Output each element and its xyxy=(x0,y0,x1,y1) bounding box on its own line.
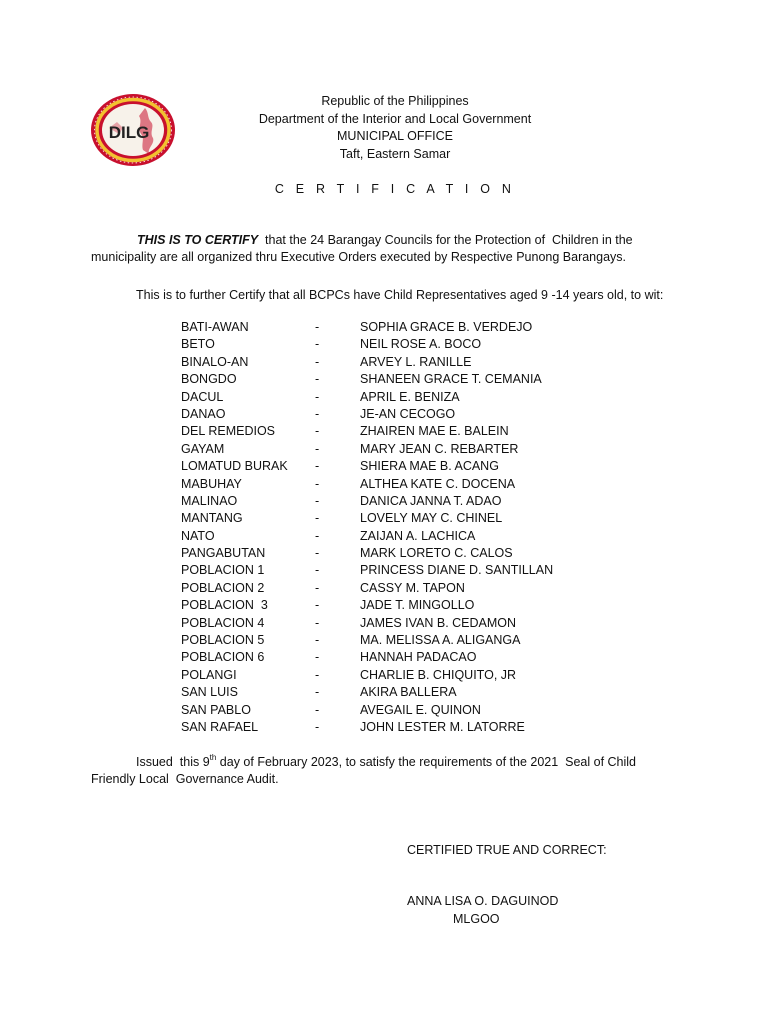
representative-row xyxy=(181,719,581,736)
representative-name: JOHN LESTER M. LATORRE xyxy=(360,719,525,734)
row-dash: - xyxy=(315,528,320,543)
row-dash: - xyxy=(315,580,320,595)
issued-superscript: th xyxy=(209,753,217,762)
certification-paragraph xyxy=(91,232,651,266)
barangay-name: LOMATUD BURAK xyxy=(181,459,288,474)
barangay-name: DACUL xyxy=(181,389,224,404)
row-dash: - xyxy=(315,389,320,404)
barangay-name: GAYAM xyxy=(181,441,225,456)
representative-name: NEIL ROSE A. BOCO xyxy=(360,337,482,352)
barangay-name: POBLACION 6 xyxy=(181,650,265,665)
barangay-name: BONGDO xyxy=(181,372,237,387)
row-dash: - xyxy=(315,354,320,369)
row-dash: - xyxy=(315,650,320,665)
representative-name: AKIRA BALLERA xyxy=(360,685,457,700)
representative-row xyxy=(181,545,581,562)
barangay-name: MABUHAY xyxy=(181,476,242,491)
certified-true-label: CERTIFIED TRUE AND CORRECT: xyxy=(407,843,607,857)
further-certify-paragraph: This is to further Certify that all BCPCs have Child Representatives aged 9 -14 years old, to wit: xyxy=(136,288,664,302)
representative-row xyxy=(181,615,581,632)
barangay-name: SAN PABLO xyxy=(181,702,251,717)
row-dash: - xyxy=(315,719,320,734)
representative-name: ZHAIREN MAE E. BALEIN xyxy=(360,424,509,439)
row-dash: - xyxy=(315,615,320,630)
barangay-name: DANAO xyxy=(181,406,226,421)
representative-name: HANNAH PADACAO xyxy=(360,650,477,665)
certify-lead: THIS IS TO CERTIFY xyxy=(137,233,259,247)
representative-name: MARK LORETO C. CALOS xyxy=(360,546,513,561)
row-dash: - xyxy=(315,441,320,456)
barangay-name: PANGABUTAN xyxy=(181,546,266,561)
representative-row xyxy=(181,667,581,684)
signatory-name: ANNA LISA O. DAGUINOD xyxy=(407,894,559,908)
representative-row xyxy=(181,528,581,545)
row-dash: - xyxy=(315,493,320,508)
barangay-name: BINALO-AN xyxy=(181,354,249,369)
row-dash: - xyxy=(315,459,320,474)
row-dash: - xyxy=(315,320,320,334)
issued-text-pre: Issued this 9 xyxy=(136,755,210,769)
header-location: Taft, Eastern Samar xyxy=(339,146,451,161)
barangay-name: NATO xyxy=(181,528,215,543)
row-dash: - xyxy=(315,424,320,439)
representative-row xyxy=(181,389,581,406)
representative-name: ARVEY L. RANILLE xyxy=(360,354,472,369)
representative-row xyxy=(181,510,581,527)
row-dash: - xyxy=(315,476,320,491)
header-department: Department of the Interior and Local Government xyxy=(258,111,532,126)
representative-row xyxy=(181,562,581,579)
representative-name: SHANEEN GRACE T. CEMANIA xyxy=(360,372,542,387)
barangay-name: POBLACION 3 xyxy=(181,598,268,613)
representative-row xyxy=(181,354,581,371)
representative-name: ALTHEA KATE C. DOCENA xyxy=(360,476,516,491)
barangay-name: POBLACION 4 xyxy=(181,615,265,630)
representative-row xyxy=(181,371,581,388)
dilg-seal-logo xyxy=(89,92,177,168)
representative-name: JADE T. MINGOLLO xyxy=(360,598,475,613)
barangay-name: POBLACION 2 xyxy=(181,580,265,595)
row-dash: - xyxy=(315,372,320,387)
representative-name: PRINCESS DIANE D. SANTILLAN xyxy=(360,563,554,578)
representative-name: MA. MELISSA A. ALIGANGA xyxy=(360,633,521,648)
representative-name: LOVELY MAY C. CHINEL xyxy=(360,511,503,526)
representative-name: JAMES IVAN B. CEDAMON xyxy=(360,615,517,630)
barangay-name: BATI-AWAN xyxy=(181,320,249,334)
barangay-name: POBLACION 5 xyxy=(181,633,265,648)
representative-name: AVEGAIL E. QUINON xyxy=(360,702,481,717)
barangay-name: POBLACION 1 xyxy=(181,563,265,578)
representative-row xyxy=(181,458,581,475)
row-dash: - xyxy=(315,337,320,352)
representative-name: CHARLIE B. CHIQUITO, JR xyxy=(360,667,517,682)
barangay-name: POLANGI xyxy=(181,667,237,682)
row-dash: - xyxy=(315,702,320,717)
certify-text-1: that the 24 Barangay Councils for the Protection of Children in the xyxy=(258,233,633,247)
representative-row xyxy=(181,319,581,336)
representative-name: ZAIJAN A. LACHICA xyxy=(360,528,476,543)
representative-row xyxy=(181,580,581,597)
representative-name: APRIL E. BENIZA xyxy=(360,389,460,404)
representative-row xyxy=(181,476,581,493)
representative-row xyxy=(181,632,581,649)
certify-text-2: municipality are all organized thru Executive Orders executed by Respective Punong Barangays. xyxy=(91,250,627,264)
row-dash: - xyxy=(315,633,320,648)
representative-name: SHIERA MAE B. ACANG xyxy=(360,459,499,474)
representative-row xyxy=(181,441,581,458)
row-dash: - xyxy=(315,667,320,682)
signatory-title: MLGOO xyxy=(453,912,500,926)
issued-text-line2: Friendly Local Governance Audit. xyxy=(91,772,279,786)
row-dash: - xyxy=(315,563,320,578)
row-dash: - xyxy=(315,511,320,526)
barangay-name: MANTANG xyxy=(181,511,243,526)
row-dash: - xyxy=(315,685,320,700)
representative-name: MARY JEAN C. REBARTER xyxy=(360,441,519,456)
header-office: MUNICIPAL OFFICE xyxy=(337,129,453,143)
row-dash: - xyxy=(315,406,320,421)
representative-row xyxy=(181,649,581,666)
representative-row xyxy=(181,336,581,353)
row-dash: - xyxy=(315,546,320,561)
representatives-list xyxy=(181,319,581,736)
letterhead xyxy=(200,93,590,163)
representative-name: JE-AN CECOGO xyxy=(360,406,456,421)
representative-row xyxy=(181,684,581,701)
barangay-name: SAN LUIS xyxy=(181,685,238,700)
dilg-logo-text: DILG xyxy=(108,123,150,142)
barangay-name: SAN RAFAEL xyxy=(181,719,259,734)
barangay-name: BETO xyxy=(181,337,215,352)
representative-name: CASSY M. TAPON xyxy=(360,580,465,595)
barangay-name: DEL REMEDIOS xyxy=(181,424,276,439)
dilg-seal-icon xyxy=(89,92,177,168)
row-dash: - xyxy=(315,598,320,613)
issued-paragraph xyxy=(91,754,671,788)
representative-name: SOPHIA GRACE B. VERDEJO xyxy=(360,320,533,334)
representative-row xyxy=(181,597,581,614)
representative-row xyxy=(181,423,581,440)
representative-row xyxy=(181,406,581,423)
representative-row xyxy=(181,702,581,719)
representative-name: DANICA JANNA T. ADAO xyxy=(360,493,502,508)
representative-row xyxy=(181,493,581,510)
document-title: C E R T I F I C A T I O N xyxy=(274,182,516,196)
issued-text-post: day of February 2023, to satisfy the requirements of the 2021 Seal of Child xyxy=(216,755,637,769)
barangay-name: MALINAO xyxy=(181,493,238,508)
header-country: Republic of the Philippines xyxy=(321,94,469,108)
